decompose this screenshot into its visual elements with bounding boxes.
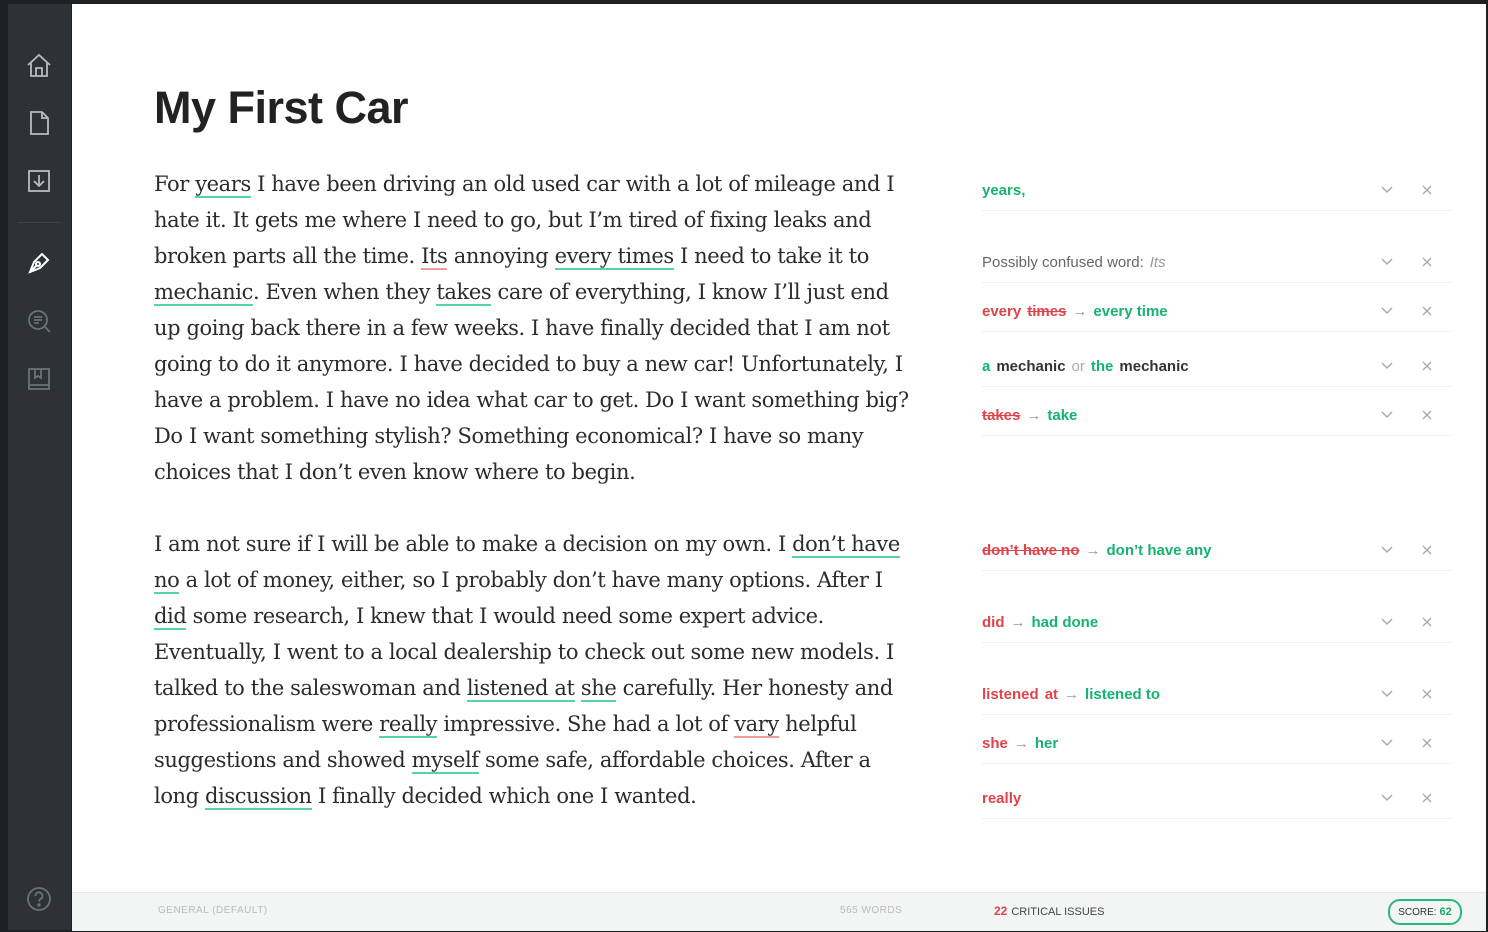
flagged-word[interactable]: Its: [421, 244, 448, 268]
suggestion-card[interactable]: [982, 602, 1452, 643]
score-label: SCORE:: [1398, 906, 1437, 918]
chevron-down-icon[interactable]: [1377, 612, 1397, 632]
suggestion-part: →: [1072, 302, 1088, 320]
suggestion-part: years,: [982, 181, 1026, 199]
text-run: helpful suggestions and showed: [154, 712, 857, 772]
search-document-icon[interactable]: [24, 306, 54, 336]
suggestion-card[interactable]: [982, 395, 1452, 436]
text-run: [575, 676, 581, 700]
document-icon[interactable]: [24, 108, 54, 138]
close-icon[interactable]: [1417, 733, 1437, 753]
suggestion-part: Its: [1149, 253, 1166, 271]
suggestion-part: a: [982, 357, 991, 375]
chevron-down-icon[interactable]: [1377, 684, 1397, 704]
book-icon[interactable]: [24, 364, 54, 394]
text-run: I finally decided which one I wanted.: [311, 784, 697, 808]
text-run: carefully. Her honesty and professionalism were: [154, 676, 893, 736]
close-icon[interactable]: [1417, 405, 1437, 425]
suggestion-part: →: [1026, 406, 1042, 424]
text-run: some research, I knew that I would need some expert advice. Eventually, I went to a local dealership to check out some new models. I talked to the saleswoman and: [154, 604, 894, 700]
status-bar: [72, 892, 1486, 931]
suggestion-part: don’t have no: [982, 541, 1080, 559]
suggestion-card[interactable]: [982, 242, 1452, 283]
chevron-down-icon[interactable]: [1377, 180, 1397, 200]
text-run: annoying: [447, 244, 555, 268]
flagged-word[interactable]: mechanic: [154, 280, 253, 304]
flagged-word[interactable]: she: [580, 676, 617, 700]
flagged-word[interactable]: every times: [554, 244, 674, 268]
chevron-down-icon[interactable]: [1377, 405, 1397, 425]
suggestion-part: the: [1090, 357, 1114, 375]
issues-count: 22: [994, 904, 1008, 918]
close-icon[interactable]: [1417, 180, 1437, 200]
suggestion-card[interactable]: [982, 530, 1452, 571]
suggestion-part: really: [982, 789, 1022, 807]
close-icon[interactable]: [1417, 612, 1437, 632]
suggestion-card[interactable]: [982, 723, 1452, 764]
close-icon[interactable]: [1417, 252, 1437, 272]
help-icon[interactable]: [24, 884, 54, 914]
suggestion-part: don’t have any: [1106, 541, 1212, 559]
suggestion-part: at: [1044, 685, 1059, 703]
score-badge[interactable]: [1388, 899, 1462, 925]
suggestion-part: mechanic: [1119, 357, 1189, 375]
text-run: some safe, affordable choices. After a long: [154, 748, 871, 808]
word-count: 565 WORDS: [840, 905, 903, 916]
text-run: For: [154, 172, 196, 196]
document-title[interactable]: My First Car: [154, 82, 409, 133]
text-run: I have been driving an old used car with a lot of mileage and I hate it. It gets me where I need to go, but I’m tired of fixing leaks and broken parts all the time.: [154, 172, 895, 268]
close-icon[interactable]: [1417, 684, 1437, 704]
suggestion-part: take: [1047, 406, 1078, 424]
suggestion-part: →: [1085, 541, 1101, 559]
editor-area: [72, 4, 1486, 930]
sidebar-divider: [18, 222, 61, 223]
suggestion-card[interactable]: [982, 674, 1452, 715]
chevron-down-icon[interactable]: [1377, 301, 1397, 321]
chevron-down-icon[interactable]: [1377, 733, 1397, 753]
home-icon[interactable]: [24, 50, 54, 80]
suggestion-part: did: [982, 613, 1005, 631]
text-run: I need to take it to: [673, 244, 869, 268]
flagged-word[interactable]: listened at: [466, 676, 575, 700]
chevron-down-icon[interactable]: [1377, 252, 1397, 272]
close-icon[interactable]: [1417, 301, 1437, 321]
flagged-word[interactable]: years: [195, 172, 251, 196]
suggestion-part: she: [982, 734, 1008, 752]
chevron-down-icon[interactable]: [1377, 356, 1397, 376]
text-run: impressive. She had a lot of: [437, 712, 735, 736]
suggestion-part: or: [1071, 357, 1085, 375]
close-icon[interactable]: [1417, 788, 1437, 808]
suggestion-card[interactable]: [982, 291, 1452, 332]
suggestion-part: every time: [1093, 302, 1168, 320]
text-run: . Even when they: [252, 280, 437, 304]
flagged-word[interactable]: takes: [436, 280, 492, 304]
text-run: a lot of money, either, so I probably don’t have many options. After I: [179, 568, 883, 592]
suggestion-part: her: [1034, 734, 1059, 752]
close-icon[interactable]: [1417, 356, 1437, 376]
suggestion-card[interactable]: [982, 170, 1452, 211]
suggestion-part: →: [1064, 685, 1080, 703]
chevron-down-icon[interactable]: [1377, 788, 1397, 808]
critical-issues[interactable]: [994, 904, 1104, 918]
text-run: care of everything, I know I’ll just end up going back there in a few weeks. I have finally decided that I am not going to do it anymore. I have decided to buy a new car! Unfortunately, I have a problem. I have no idea what car to get. Do I want something big? Do I want something stylish? Something economical? I have so many choices that I don’t even know where to begin.: [154, 280, 909, 484]
flagged-word[interactable]: discussion: [205, 784, 312, 808]
suggestion-part: times: [1027, 302, 1067, 320]
suggestion-part: →: [1010, 613, 1026, 631]
score-value: 62: [1439, 906, 1452, 918]
text-run: I am not sure if I will be able to make a decision on my own. I: [154, 532, 793, 556]
flagged-word[interactable]: myself: [411, 748, 479, 772]
suggestion-part: mechanic: [996, 357, 1066, 375]
suggestion-part: had done: [1031, 613, 1099, 631]
suggestion-part: Possibly confused word:: [982, 253, 1144, 271]
flagged-word[interactable]: don’t have no: [154, 532, 900, 592]
suggestion-part: every: [982, 302, 1022, 320]
suggestion-part: listened to: [1085, 685, 1161, 703]
issues-label: CRITICAL ISSUES: [1011, 906, 1105, 918]
suggestion-card[interactable]: [982, 778, 1452, 819]
suggestion-card[interactable]: [982, 346, 1452, 387]
paragraph-2[interactable]: [154, 526, 914, 814]
flagged-word[interactable]: vary: [734, 712, 779, 736]
genre-selector[interactable]: GENERAL (DEFAULT): [158, 905, 268, 916]
flagged-word[interactable]: really: [379, 712, 438, 736]
sidebar: [8, 4, 71, 930]
suggestion-part: listened: [982, 685, 1039, 703]
pen-icon[interactable]: [24, 248, 54, 278]
paragraph-1[interactable]: [154, 166, 914, 490]
suggestion-part: →: [1013, 734, 1029, 752]
chevron-down-icon[interactable]: [1377, 540, 1397, 560]
flagged-word[interactable]: did: [154, 604, 187, 628]
suggestion-part: takes: [982, 406, 1021, 424]
download-icon[interactable]: [24, 166, 54, 196]
close-icon[interactable]: [1417, 540, 1437, 560]
